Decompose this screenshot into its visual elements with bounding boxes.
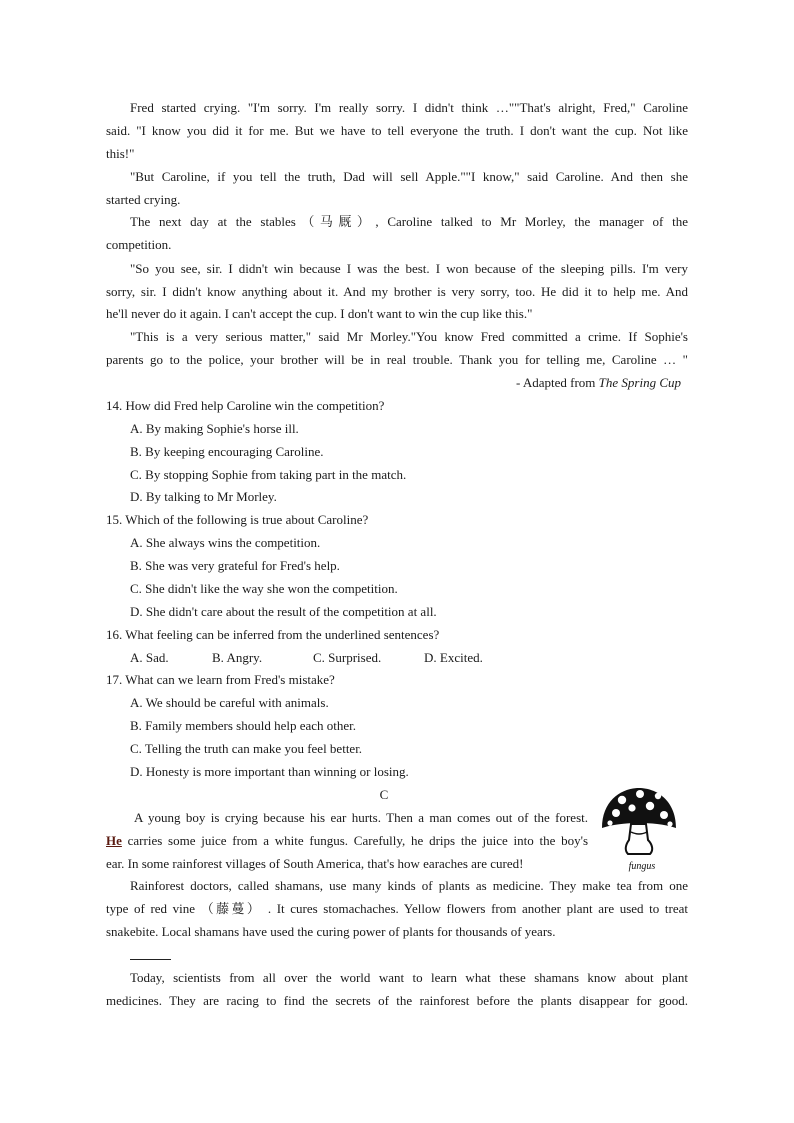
passage-line <box>106 829 588 852</box>
passage-line: this!" <box>106 146 135 161</box>
passage-line: Fred started crying. "I'm sorry. I'm really sorry. I didn't think …""That's alright, Fred," Caroline <box>130 100 688 115</box>
passage-line: snakebite. Local shamans have used the curing power of plants for thousands of years. <box>106 924 556 939</box>
section-heading: C <box>379 787 389 802</box>
source-prefix: - Adapted from <box>515 375 599 390</box>
question-stem: 15. Which of the following is true about Caroline? <box>106 512 369 527</box>
answer-option: D. By talking to Mr Morley. <box>130 489 277 504</box>
underlined-pronoun: He <box>106 833 122 848</box>
passage-text: carries some juice from a white fungus. Carefully, he drips the juice into the boy's <box>121 833 588 848</box>
question-stem: 16. What feeling can be inferred from the underlined sentences? <box>106 627 440 642</box>
answer-option: D. Honesty is more important than winning or losing. <box>130 764 409 779</box>
passage-line: Today, scientists from all over the world want to learn what these shamans know about plant <box>130 970 688 985</box>
answer-option: A. By making Sophie's horse ill. <box>130 421 299 436</box>
separator-line <box>130 959 171 960</box>
image-caption: fungus <box>628 861 656 872</box>
passage-line: parents go to the police, your brother will be in real trouble. Thank you for telling me, Caroline … " <box>106 352 688 367</box>
passage-line: said. "I know you did it for me. But we have to tell everyone the truth. I don't want the cup. Not like <box>106 123 688 138</box>
answer-option: B. Family members should help each other. <box>130 718 357 733</box>
passage-line: type of red vine （藤蔓） . It cures stomachaches. Yellow flowers from another plant are used to treat <box>106 901 688 916</box>
passage-line: "This is a very serious matter," said Mr Morley."You know Fred committed a crime. If Sophie's <box>130 329 688 344</box>
answer-option: B. By keeping encouraging Caroline. <box>130 444 324 459</box>
passage-line: medicines. They are racing to find the secrets of the rainforest before the plants disappear for good. <box>106 993 688 1008</box>
mushroom-icon <box>598 784 680 876</box>
answer-option: A. Sad. <box>130 650 169 665</box>
answer-option: B. Angry. <box>212 650 263 665</box>
passage-line: started crying. <box>106 192 181 207</box>
source-title: The Spring Cup <box>598 375 681 390</box>
question-stem: 17. What can we learn from Fred's mistake? <box>106 672 335 687</box>
passage-line: The next day at the stables（马厩）, Caroline talked to Mr Morley, the manager of the <box>130 214 688 229</box>
answer-option: C. She didn't like the way she won the competition. <box>130 581 398 596</box>
source-attribution <box>106 371 681 394</box>
answer-option: B. She was very grateful for Fred's help. <box>130 558 340 573</box>
answer-option: A. We should be careful with animals. <box>130 695 329 710</box>
answer-option: C. Telling the truth can make you feel better. <box>130 741 363 756</box>
passage-line: sorry, sir. I didn't know anything about it. And my brother is very sorry, too. He did it to help me. And <box>106 284 688 299</box>
answer-options-row <box>130 646 712 669</box>
answer-option: C. By stopping Sophie from taking part in the match. <box>130 467 407 482</box>
fungus-illustration <box>598 784 680 876</box>
passage-line: competition. <box>106 237 172 252</box>
answer-option: D. She didn't care about the result of the competition at all. <box>130 604 437 619</box>
answer-option: C. Surprised. <box>313 650 382 665</box>
question-stem: 14. How did Fred help Caroline win the competition? <box>106 398 385 413</box>
passage-line: "But Caroline, if you tell the truth, Dad will sell Apple.""I know," said Caroline. And then she <box>130 169 688 184</box>
passage-line: A young boy is crying because his ear hurts. Then a man comes out of the forest. <box>134 810 588 825</box>
passage-line: ear. In some rainforest villages of South America, that's how earaches are cured! <box>106 856 524 871</box>
answer-option: A. She always wins the competition. <box>130 535 321 550</box>
passage-line: "So you see, sir. I didn't win because I was the best. I won because of the sleeping pills. I'm very <box>130 261 688 276</box>
answer-option: D. Excited. <box>424 650 483 665</box>
passage-line: he'll never do it again. I can't accept the cup. I don't want to win the cup like this." <box>106 306 533 321</box>
passage-line: Rainforest doctors, called shamans, use many kinds of plants as medicine. They make tea from one <box>130 878 688 893</box>
